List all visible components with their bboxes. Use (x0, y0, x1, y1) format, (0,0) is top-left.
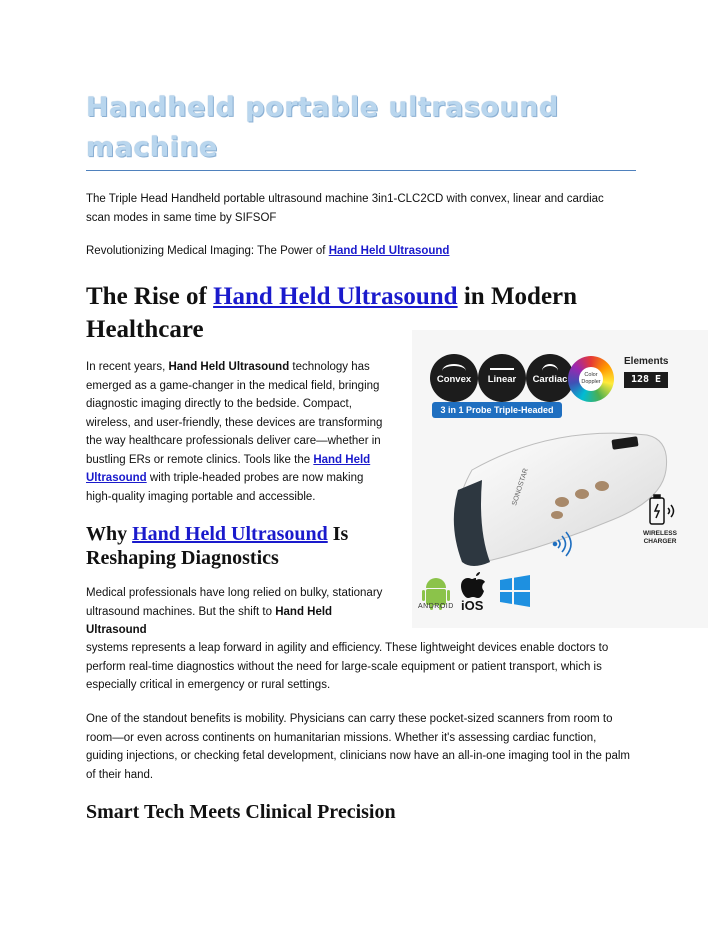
elements-value: 128 E (624, 372, 668, 388)
title-divider (86, 170, 636, 171)
bold-term: Hand Held Ultrasound (168, 361, 290, 373)
rise-paragraph (86, 358, 386, 506)
heading-why-hand-held-ultrasound (86, 522, 386, 570)
triple-headed-badge: 3 in 1 Probe Triple-Headed (432, 402, 562, 418)
heading-text: Is Reshaping Diagnostics (86, 523, 349, 569)
paragraph-text: with triple-headed probes are now making high-quality imaging portable and accessible. (86, 472, 364, 503)
heading-smart-tech: Smart Tech Meets Clinical Precision (86, 801, 396, 823)
doppler-label: Color Doppler (579, 367, 603, 391)
mode-label: Convex (436, 374, 472, 385)
paragraph-text: Medical professionals have long relied on bulky, stationary ultrasound machines. But the shift to (86, 587, 383, 618)
apple-icon (461, 572, 485, 598)
why-paragraph-part2: systems represents a leap forward in agility and efficiency. These lightweight devices enable doctors to perform real-time diagnostics without the need for large-scale equipment or patient transport, which is especially critical in emergency or rural settings. (86, 642, 609, 691)
heading-text: Why (86, 523, 133, 545)
intro-paragraph: The Triple Head Handheld portable ultrasound machine 3in1-CLC2CD with convex, linear and cardiac scan modes in same time by SIFSOF (86, 193, 604, 224)
ios-label: iOS (461, 598, 484, 613)
wireless-charger-label: WIRELESS CHARGER (643, 530, 677, 545)
paragraph-text: In recent years, (86, 361, 169, 373)
hand-held-ultrasound-link[interactable]: Hand Held Ultrasound (328, 245, 450, 257)
android-label: ANDROID (418, 603, 454, 610)
paragraph-text: technology has emerged as a game-changer in the medical field, bringing diagnostic imaging directly to the bedside. Compact, wireless, and user-friendly, these devices are transforming the way healthcare professionals deliver care—whether in bustling ERs or remote clinics. Tools like the (86, 361, 383, 466)
heading-link[interactable]: Hand Held Ultrasound (213, 283, 458, 310)
heading-text: in Modern Healthcare (86, 283, 578, 343)
document-title: Handheld portable ultrasound machine (86, 92, 559, 163)
battery-icon (650, 495, 674, 524)
mobility-paragraph: One of the standout benefits is mobility. Physicians can carry these pocket-sized scanners from room to room—or even across continents on humanitarian missions. Whether it's assessing cardiac function, guiding injections, or checking fetal development, clinicians now have an all-in-one imaging tool in the palm of their hand. (86, 713, 631, 781)
heading-text: The Rise of (86, 283, 214, 310)
windows-icon (500, 575, 530, 607)
mode-label: Linear (487, 374, 517, 385)
brand-mark: SONOSTAR (511, 467, 530, 507)
heading-link[interactable]: Hand Held Ultrasound (132, 523, 328, 545)
product-image (412, 330, 708, 628)
why-paragraph-part1 (86, 584, 390, 640)
elements-label: Elements (624, 356, 669, 367)
revolutionizing-text: Revolutionizing Medical Imaging: The Power of (86, 245, 329, 257)
probe-illustration (412, 330, 708, 628)
bold-term: Hand Held Ultrasound (86, 605, 333, 636)
revolutionizing-line (86, 242, 631, 261)
mode-label: Cardiac (532, 374, 568, 385)
hand-held-ultrasound-link[interactable]: Hand Held Ultrasound (86, 453, 371, 484)
